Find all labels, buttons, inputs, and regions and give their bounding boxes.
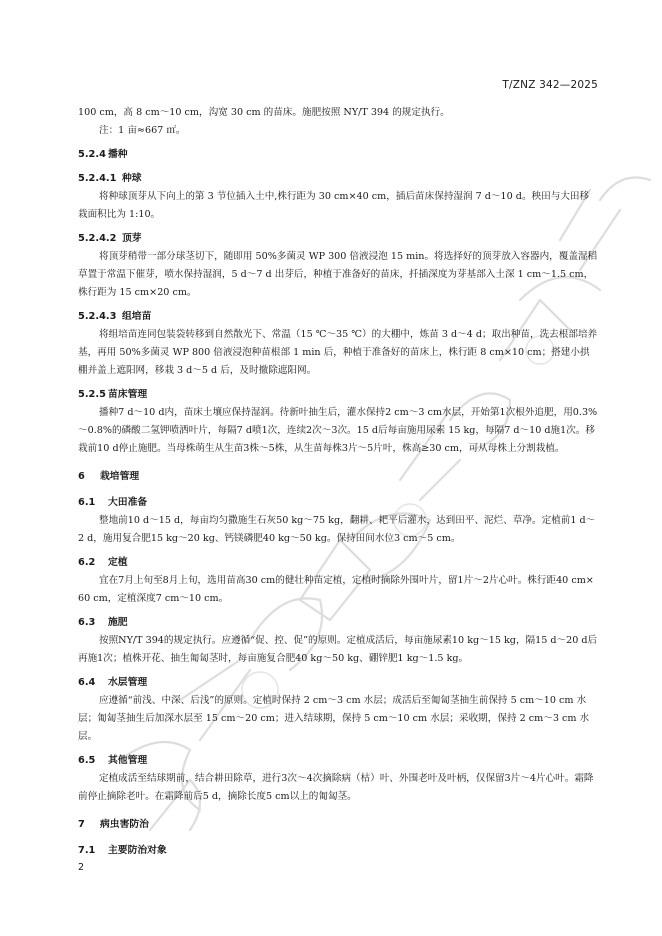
heading-5-2-4-3: 5.2.4.3 组培苗 bbox=[78, 311, 152, 322]
heading-5-2-5: 5.2.5 苗床管理 bbox=[78, 389, 148, 400]
paragraph-6-3: 按照NY/T 394的规定执行。应遵循“促、控、促”的原则。定植成活后，每亩施尿素10 kg～15 kg，隔15 d～20 d后再施1次；植株开花、抽生匍匐茎时，每亩施复合肥40 kg～50 kg、硼锌肥1 kg～1.5 kg。 bbox=[78, 635, 598, 664]
heading-6-1: 6.1 大田准备 bbox=[78, 497, 148, 508]
page-number: 2 bbox=[78, 862, 85, 873]
standard-code: T/ZNZ 342—2025 bbox=[502, 79, 598, 91]
paragraph-5-2-5: 播种7 d～10 d内，苗床土壤应保持湿润。待新叶抽生后，灌水保持2 cm～3 cm水层，开始第1次根外追肥，用0.3%～0.8%的磷酸二氢钾喷洒叶片，每隔7 d喷1次，连续2次～3次。15 d后每亩施用尿素 15 kg，每隔7 d～10 d施1次。移栽前10 d停止施肥。当母株萌生从生苗3株～5株，从生苗每株3片～5片叶，株高≥30 cm，可从母株上分割栽植。 bbox=[78, 407, 598, 454]
document-body bbox=[78, 104, 598, 860]
paragraph-5-2-4-1: 将种球顶芽从下向上的第 3 节位插入土中,株行距为 30 cm×40 cm，插后苗床保持湿润 7 d～10 d。秧田与大田移栽面积比为 1:10。 bbox=[78, 191, 590, 220]
paragraph-6-2: 宜在7月上旬至8月上旬，选用苗高30 cm的健壮种苗定植，定植时摘除外围叶片，留1片～2片心叶。株行距40 cm×60 cm，定植深度7 cm～10 cm。 bbox=[78, 575, 594, 604]
heading-6: 6 栽培管理 bbox=[78, 471, 140, 482]
paragraph-6-4: 应遵循“前浅、中深、后浅”的原则。定植时保持 2 cm～3 cm 水层；成活后至匍匐茎抽生前保持 5 cm～10 cm 水层；匍匐茎抽生后加深水层至 15 cm～20 cm；进入结球期，保持 5 cm～10 cm 水层；采收期，保持 2 cm～3 cm 水层。 bbox=[78, 695, 590, 742]
heading-6-3: 6.3 施肥 bbox=[78, 617, 128, 628]
paragraph-5-2-4-2: 将顶芽稍带一部分球茎切下，随即用 50%多菌灵 WP 300 倍液浸泡 15 min。将选择好的顶芽放入容器内，覆盖湿稻草置于常温下催芽，喷水保持湿润，5 d～7 d 出芽后，种植于准备好的苗床，扦插深度为芽基部入土深 1 cm～1.5 cm，株行距为 15 cm×20 cm。 bbox=[78, 251, 598, 298]
intro-line: 100 cm，高 8 cm～10 cm，沟宽 30 cm 的苗床。施肥按照 NY/T 394 的规定执行。 bbox=[78, 107, 450, 118]
intro-note: 注：1 亩≈667 ㎡。 bbox=[99, 125, 186, 136]
heading-5-2-4-2: 5.2.4.2 顶芽 bbox=[78, 233, 142, 244]
heading-6-5: 6.5 其他管理 bbox=[78, 755, 148, 766]
heading-5-2-4: 5.2.4 播种 bbox=[78, 149, 128, 160]
heading-7: 7 病虫害防治 bbox=[78, 819, 149, 830]
heading-5-2-4-1: 5.2.4.1 种球 bbox=[78, 173, 142, 184]
paragraph-6-5: 定植成活至结球期前，结合耕田除草，进行3次～4次摘除病（枯）叶、外围老叶及叶柄，仅保留3片～4片心叶。霜降前停止摘除老叶。在霜降前后5 d，摘除长度5 cm以上的匍匐茎。 bbox=[78, 773, 594, 802]
paragraph-6-1: 整地前10 d～15 d，每亩均匀撒施生石灰50 kg～75 kg，翻耕、耙平后灌水，达到田平、泥烂、草净。定植前1 d～2 d，施用复合肥15 kg～20 kg、钙镁磷肥40 kg～50 kg。保持田间水位3 cm～5 cm。 bbox=[78, 515, 596, 544]
heading-7-1: 7.1 主要防治对象 bbox=[78, 845, 167, 856]
paragraph-5-2-4-3: 将组培苗连同包装袋转移到自然散光下、常温（15 ℃～35 ℃）的大棚中，炼苗 3 d～4 d；取出种苗，洗去根部培养基，再用 50%多菌灵 WP 800 倍液浸泡种苗根部 1 min 后，种植于准备好的苗床上，株行距 8 cm×10 cm；搭建小拱棚并盖上遮阳网，移栽 3 d～5 d 后，及时撤除遮阳网。 bbox=[78, 329, 598, 376]
heading-6-2: 6.2 定植 bbox=[78, 557, 128, 568]
heading-6-4: 6.4 水层管理 bbox=[78, 677, 148, 688]
